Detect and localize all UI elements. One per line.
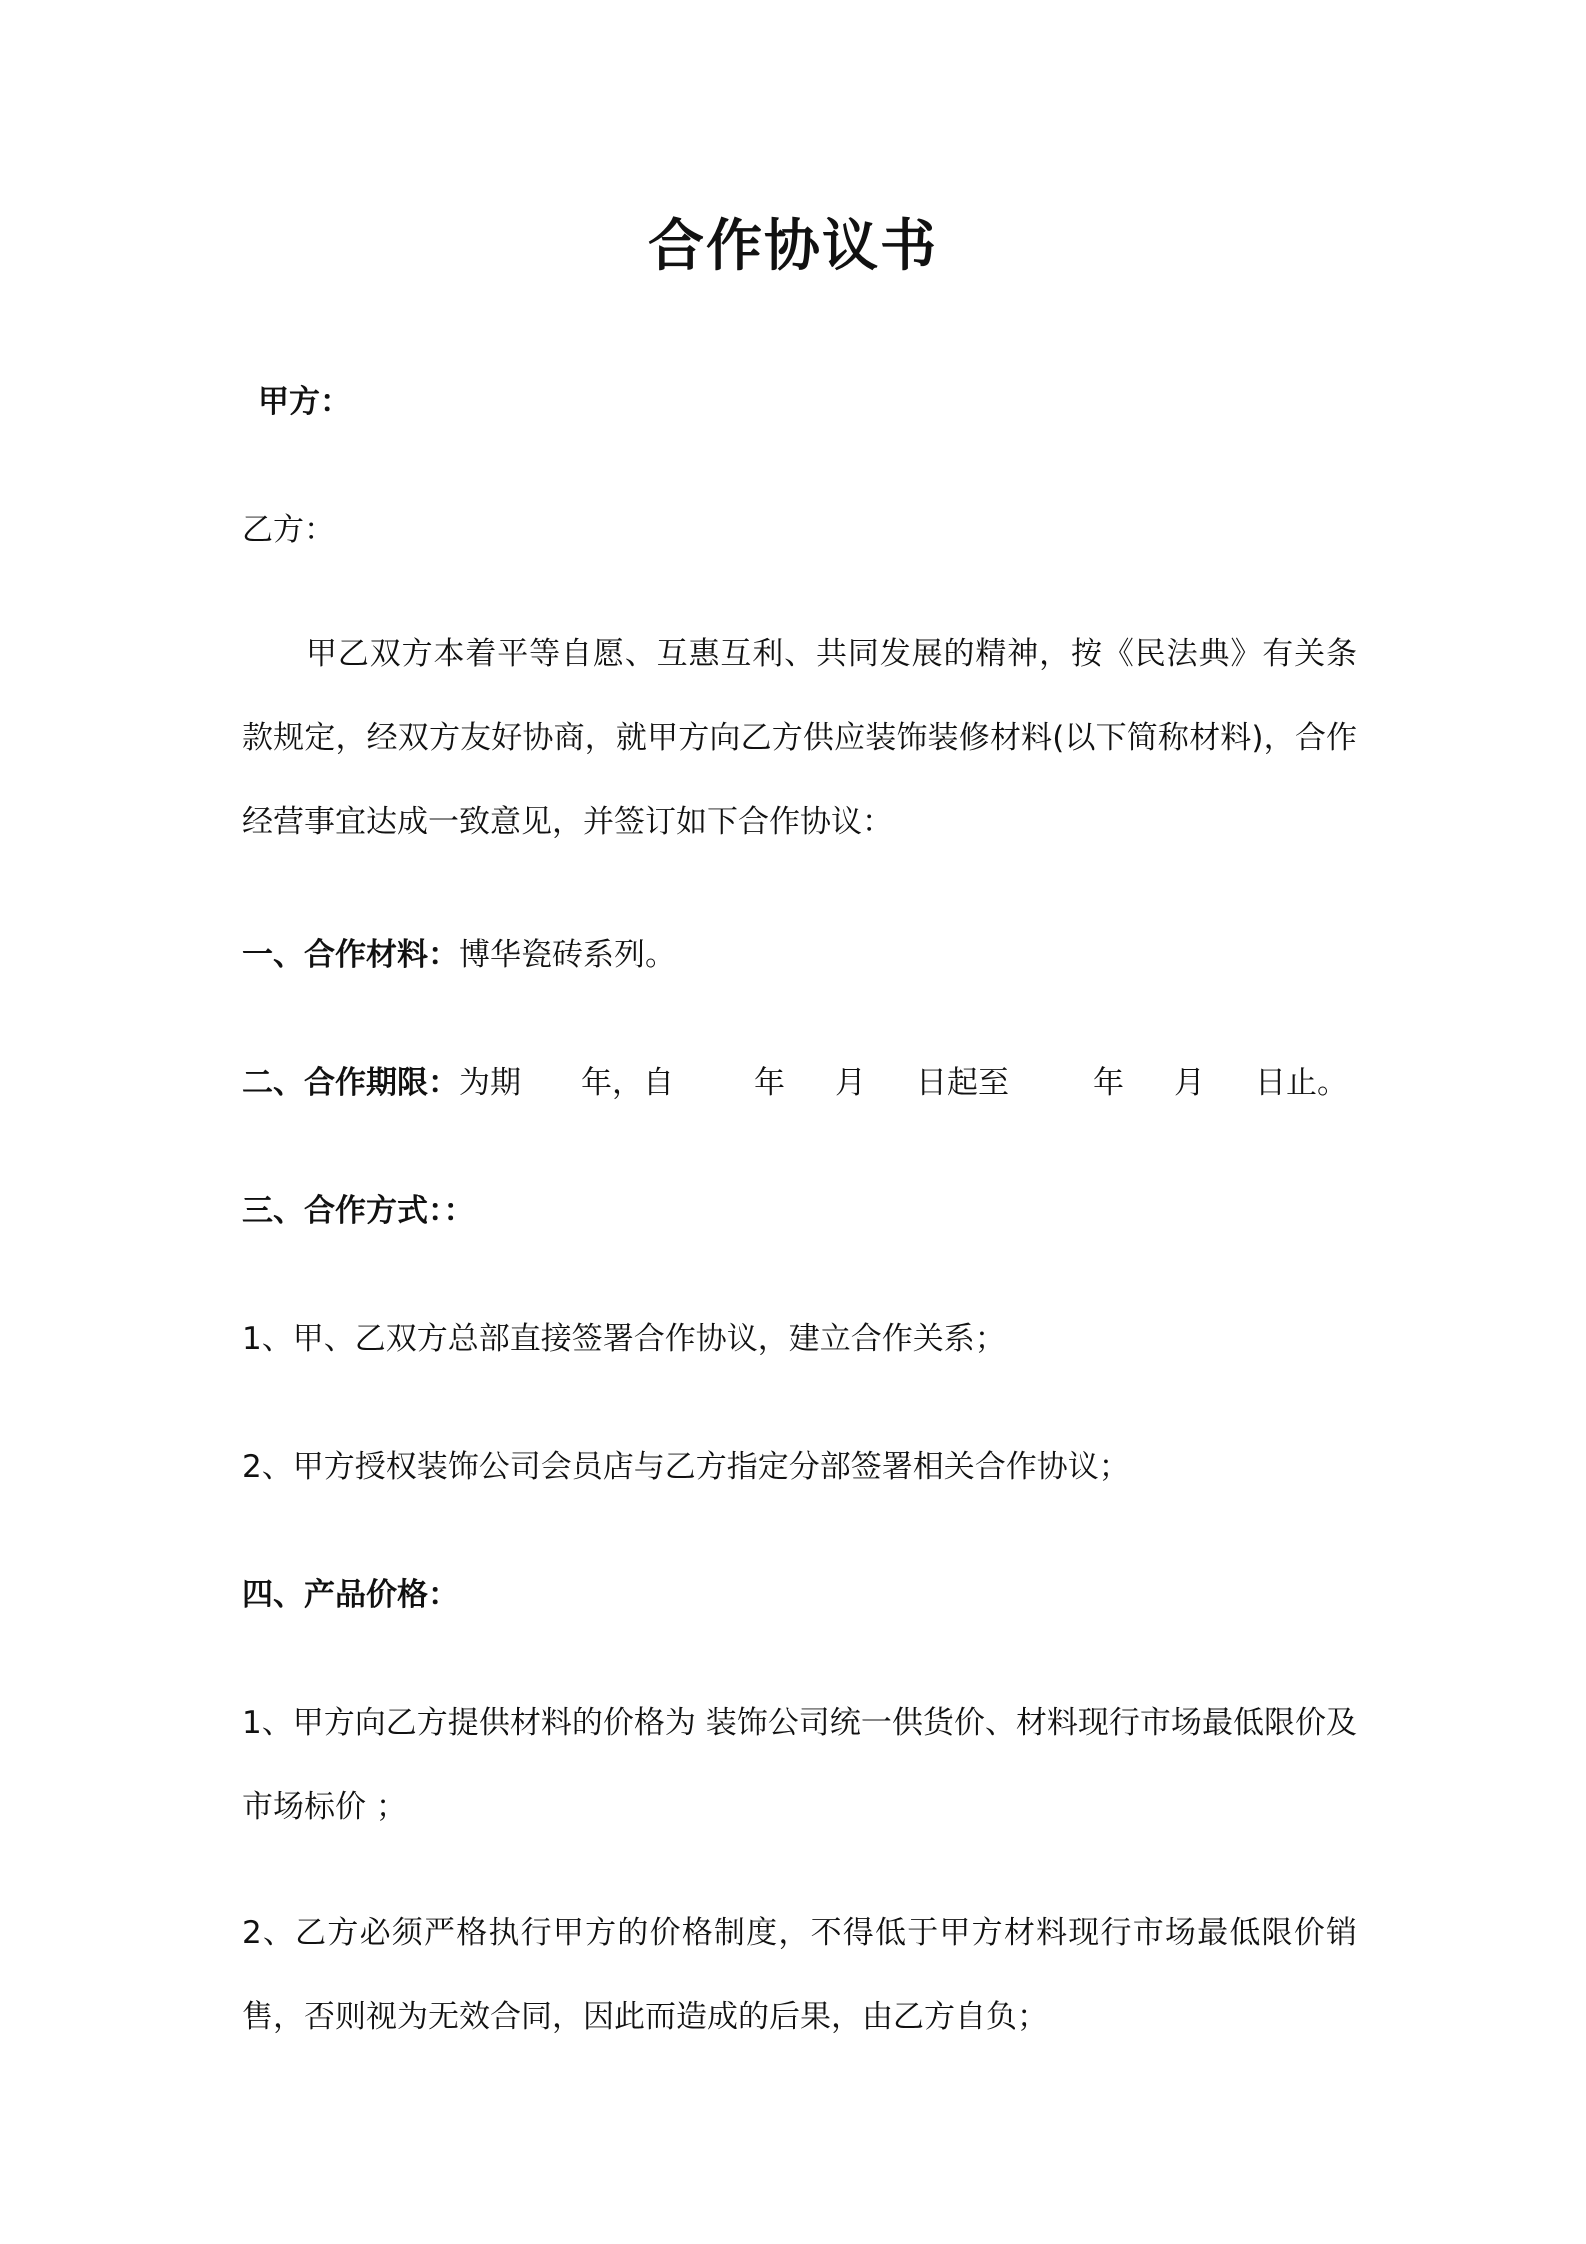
section2-heading: 二、合作期限： [242, 1065, 459, 1101]
section2-end-day: 日止。 [1255, 1065, 1348, 1101]
section1-text: 博华瓷砖系列。 [459, 937, 676, 973]
section2-start-month: 月 [835, 1065, 866, 1101]
intro-paragraph: 甲乙双方本着平等自愿、互惠互利、共同发展的精神，按《民法典》有关条款规定，经双方友好协商，就甲方向乙方供应装饰装修材料(以下简称材料)，合作经营事宜达成一致意见，并签订如下合作协议： [242, 636, 1357, 840]
section2-years-text: 年，自 [581, 1065, 674, 1101]
section4-item1: 1、甲方向乙方提供材料的价格为 装饰公司统一供货价、材料现行市场最低限价及市场标价 ； [242, 1705, 1357, 1825]
party-b-label: 乙方： [242, 512, 335, 548]
section4-item2: 2、乙方必须严格执行甲方的价格制度，不得低于甲方材料现行市场最低限价销售，否则视为无效合同，因此而造成的后果，由乙方自负； [242, 1915, 1357, 2035]
section4-heading: 四、产品价格： [242, 1577, 459, 1613]
section2-end-year: 年 [1093, 1065, 1124, 1101]
section2-start-day: 日起至 [916, 1065, 1009, 1101]
section3-item1: 1、甲、乙双方总部直接签署合作协议，建立合作关系； [242, 1321, 1006, 1357]
section1-heading: 一、合作材料： [242, 937, 459, 973]
document-title: 合作协议书 [648, 214, 938, 279]
section3-heading: 三、合作方式：： [242, 1193, 475, 1229]
section3-item2: 2、甲方授权装饰公司会员店与乙方指定分部签署相关合作协议； [242, 1449, 1130, 1485]
section2-end-month: 月 [1174, 1065, 1205, 1101]
party-a-label: 甲方： [258, 384, 351, 420]
section1-line [242, 935, 1362, 975]
section2-start-year: 年 [754, 1065, 785, 1101]
section2-term-text: 为期 [459, 1065, 521, 1101]
section2-line [242, 1063, 1362, 1103]
